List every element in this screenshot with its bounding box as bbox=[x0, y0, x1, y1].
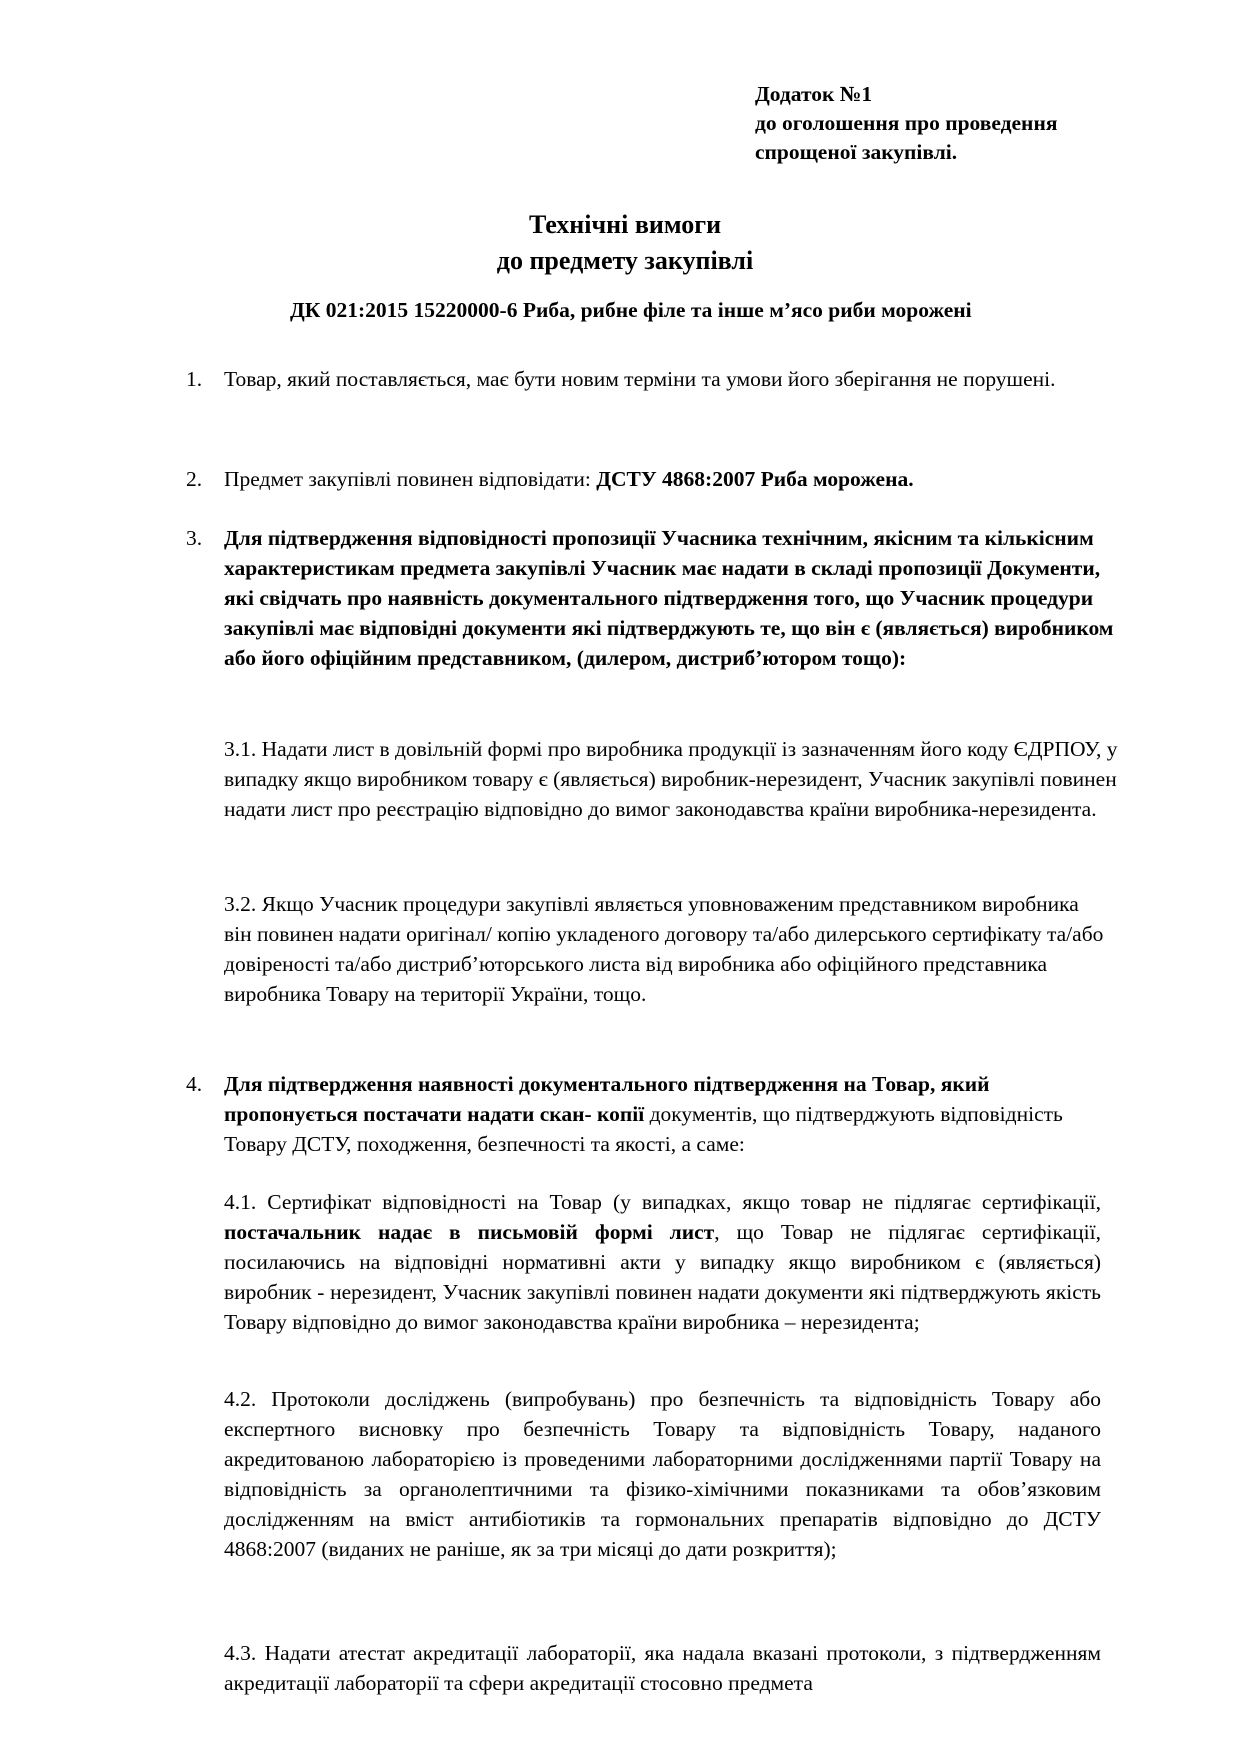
appendix-header bbox=[755, 80, 1057, 167]
item-number: 4. bbox=[186, 1072, 203, 1096]
appendix-number: Додаток №1 bbox=[755, 82, 873, 106]
subitem-3-2: 3.2. Якщо Учасник процедури закупівлі являється уповноваженим представником виробника він повинен надати оригінал/ копію укладеного договору та/або дилерського сертифікату та/або довіреності та/або дистриб’юторського листа від виробника або офіційного представника виробника Товару на території України, тощо. bbox=[224, 892, 1104, 1006]
standard-reference: ДСТУ 4868:2007 Риба морожена. bbox=[596, 467, 914, 491]
cpv-code-subtitle: ДК 021:2015 15220000-6 Риба, рибне філе та інше м’ясо риби морожені bbox=[290, 298, 972, 322]
list-item-4 bbox=[186, 1069, 1101, 1159]
item-text: Для підтвердження відповідності пропозиції Учасника технічним, якісним та кількісним характеристикам предмета закупівлі Учасник має надати в складі пропозиції Документи, які свідчать про наявність документального підтвердження того, що Учасник процедури закупівлі має відповідні документи які підтверджують те, що він є (являється) виробником або його офіційним представником, (дилером, дистриб’ютором тощо): bbox=[224, 526, 1114, 670]
list-item-3 bbox=[186, 523, 1126, 673]
item-number: 1. bbox=[186, 367, 203, 391]
list-item-1 bbox=[186, 364, 1101, 394]
subitem-3-1: 3.1. Надати лист в довільній формі про виробника продукції із зазначенням його коду ЄДРПОУ, у випадку якщо виробником товару є (являється) виробник-нерезидент, Учасник закупівлі повинен надати лист про реєстрацію відповідно до вимог законодавства країни виробника-нерезидента. bbox=[224, 737, 1118, 821]
item-number: 3. bbox=[186, 526, 203, 550]
item-text-plain: Предмет закупівлі повинен відповідати: bbox=[224, 467, 597, 491]
item-text: Товар, який поставляється, має бути новим терміни та умови його зберігання не порушені. bbox=[224, 367, 1056, 391]
document-title bbox=[0, 207, 1241, 279]
appendix-line-3: спрощеної закупівлі. bbox=[755, 140, 958, 164]
item-text-bold: Для підтвердження наявності документального підтвердження на Товар, який пропонується постачати надати скан- копії bbox=[224, 1072, 990, 1126]
subitem-text-part-3: , що Товар не підлягає сертифікації, посилаючись на відповідні нормативні акти у випадку якщо виробником є (являється) виробник - нерезидент, Учасник закупівлі повинен надати документи які підтверджують якість Товару відповідно до вимог законодавства країни виробника – нерезидента; bbox=[224, 1220, 1101, 1334]
item-number: 2. bbox=[186, 467, 203, 491]
title-line-2: до предмету закупівлі bbox=[496, 246, 754, 275]
title-line-1: Технічні вимоги bbox=[528, 210, 722, 239]
item-text bbox=[224, 1069, 1101, 1159]
subitem-text-part-1: 4.1. Сертифікат відповідності на Товар (у випадках, якщо товар не підлягає сертифікації, bbox=[224, 1190, 1101, 1214]
subitem-4-3: 4.3. Надати атестат акредитації лабораторії, яка надала вказані протоколи, з підтвердженням акредитації лабораторії та сфери акредитації стосовно предмета bbox=[224, 1641, 1101, 1695]
item-text-plain: документів, що підтверджують відповідність Товару ДСТУ, походження, безпечності та якості, а саме: bbox=[224, 1102, 1063, 1156]
list-item-2 bbox=[186, 464, 1101, 494]
subitem-4-2: 4.2. Протоколи досліджень (випробувань) про безпечність та відповідність Товару або експертного висновку про безпечність Товару та відповідність Товару, наданого акредитованою лабораторією із проведеними лабораторними дослідженнями партії Товару на відповідність за органолептичними та фізико-хімічними показниками та обов’язковим дослідженням на вміст антибіотиків та гормональних препаратів відповідно до ДСТУ 4868:2007 (виданих не раніше, як за три місяці до дати розкриття); bbox=[224, 1387, 1101, 1561]
item-text bbox=[224, 464, 1101, 494]
subitem-text-bold: постачальник надає в письмовій формі лист bbox=[224, 1220, 715, 1244]
appendix-line-2: до оголошення про проведення bbox=[755, 111, 1058, 135]
subitem-4-1 bbox=[224, 1187, 1101, 1337]
